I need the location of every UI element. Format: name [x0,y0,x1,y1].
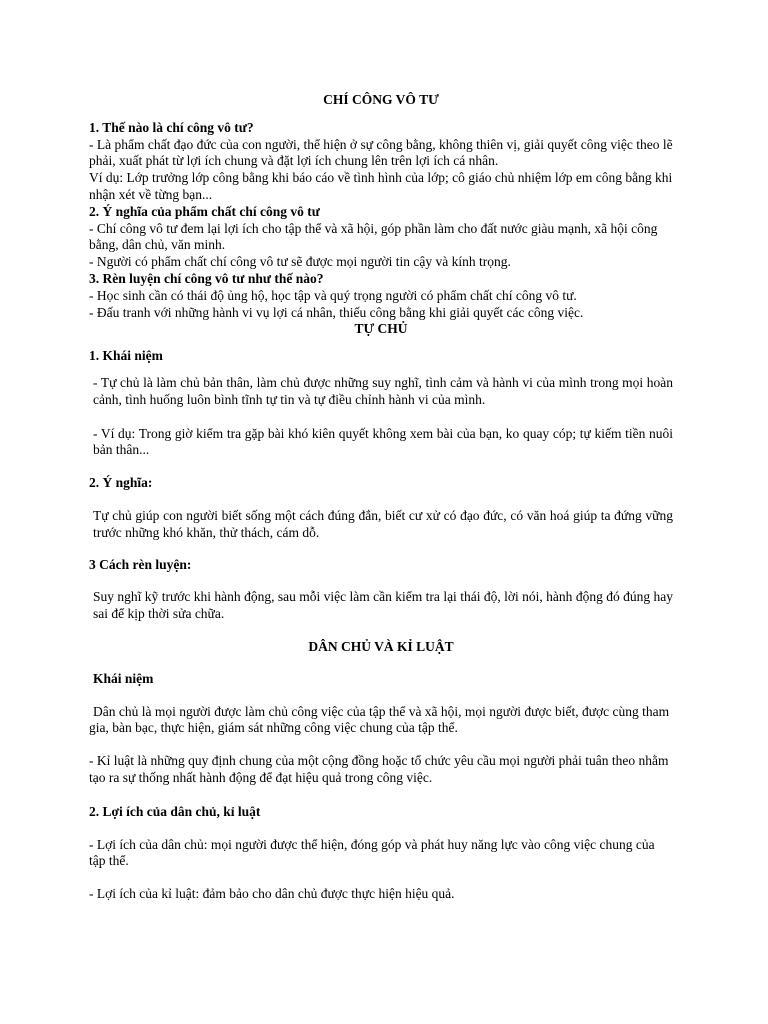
heading-concept: 1. Khái niệm [89,348,163,364]
heading-meaning: 2. Ý nghĩa của phẩm chất chí công vô tư [89,203,320,219]
paragraph: Ví dụ: Lớp trưởng lớp công bằng khi báo cáo về tình hình của lớp; cô giáo chủ nhiệm lớp em công bằng khi nhận xét về từng bạn... [89,170,673,202]
heading-definition: 1. Thế nào là chí công vô tư? [89,119,254,135]
paragraph: - Học sinh cần có thái độ ủng hộ, học tập và quý trọng người có phẩm chất chí công vô tư. [89,287,577,303]
paragraph: Dân chủ là mọi người được làm chủ công việc của tập thể và xã hội, mọi người được biết, được cùng tham gia, bàn bạc, thực hiện, giám sát những công việc chung của tập thể. [89,703,670,736]
paragraph: - Chí công vô tư đem lại lợi ích cho tập thể và xã hội, góp phần làm cho đất nước giàu mạnh, xã hội công bằng, dân chủ, văn minh. [89,220,658,253]
paragraph: Suy nghĩ kỹ trước khi hành động, sau mỗi việc làm cần kiểm tra lại thái độ, lời nói, hành động đó đúng hay sai để kịp thời sửa chữa. [93,589,673,622]
paragraph: - Đấu tranh với những hành vi vụ lợi cá nhân, thiếu công bằng khi giải quyết các công việc. [89,304,584,320]
document-page [89,92,673,903]
paragraph: - Người có phẩm chất chí công vô tư sẽ được mọi người tin cậy và kính trọng. [89,254,511,270]
heading-benefits: 2. Lợi ích của dân chủ, kỉ luật [89,803,261,819]
section-title-dan-chu-va-ki-luat: DÂN CHỦ VÀ KỈ LUẬT [308,638,454,654]
paragraph: - Lợi ích của dân chủ: mọi người được thể hiện, đóng góp và phát huy năng lực vào công việc chung của tập thể. [89,836,655,869]
paragraph: - Là phẩm chất đạo đức của con người, thể hiện ở sự công bằng, không thiên vị, giải quyết công việc theo lẽ phải, xuất phát từ lợi ích chung và đặt lợi ích chung lên trên lợi ích cá nhân. [89,136,673,169]
section-title-tu-chu: TỰ CHỦ [354,321,408,337]
paragraph: - Tự chủ là làm chủ bản thân, làm chủ được những suy nghĩ, tình cảm và hành vi của mình trong mọi hoàn cảnh, tình huống luôn bình tĩnh tự tin và tự điều chỉnh hành vi của mình. [93,374,673,407]
heading-practice: 3. Rèn luyện chí công vô tư như thế nào? [89,270,324,286]
section-title-chi-cong-vo-tu: CHÍ CÔNG VÔ TƯ [323,92,439,107]
paragraph: - Ví dụ: Trong giờ kiểm tra gặp bài khó kiên quyết không xem bài của bạn, ko quay cóp; tự kiếm tiền nuôi bản thân... [93,425,673,458]
heading-concept: Khái niệm [93,670,154,686]
heading-practice: 3 Cách rèn luyện: [89,556,192,572]
paragraph: - Lợi ích của kỉ luật: đảm bảo cho dân chủ được thực hiện hiệu quả. [89,886,455,902]
heading-meaning: 2. Ý nghĩa: [89,475,153,491]
paragraph: Tự chủ giúp con người biết sống một cách đúng đắn, biết cư xử có đạo đức, có văn hoá giúp ta đứng vững trước những khó khăn, thử thách, cám dỗ. [93,507,673,540]
paragraph: - Kỉ luật là những quy định chung của một cộng đồng hoặc tổ chức yêu cầu mọi người phải tuân theo nhằm tạo ra sự thống nhất hành động để đạt hiệu quả trong công việc. [89,753,669,785]
